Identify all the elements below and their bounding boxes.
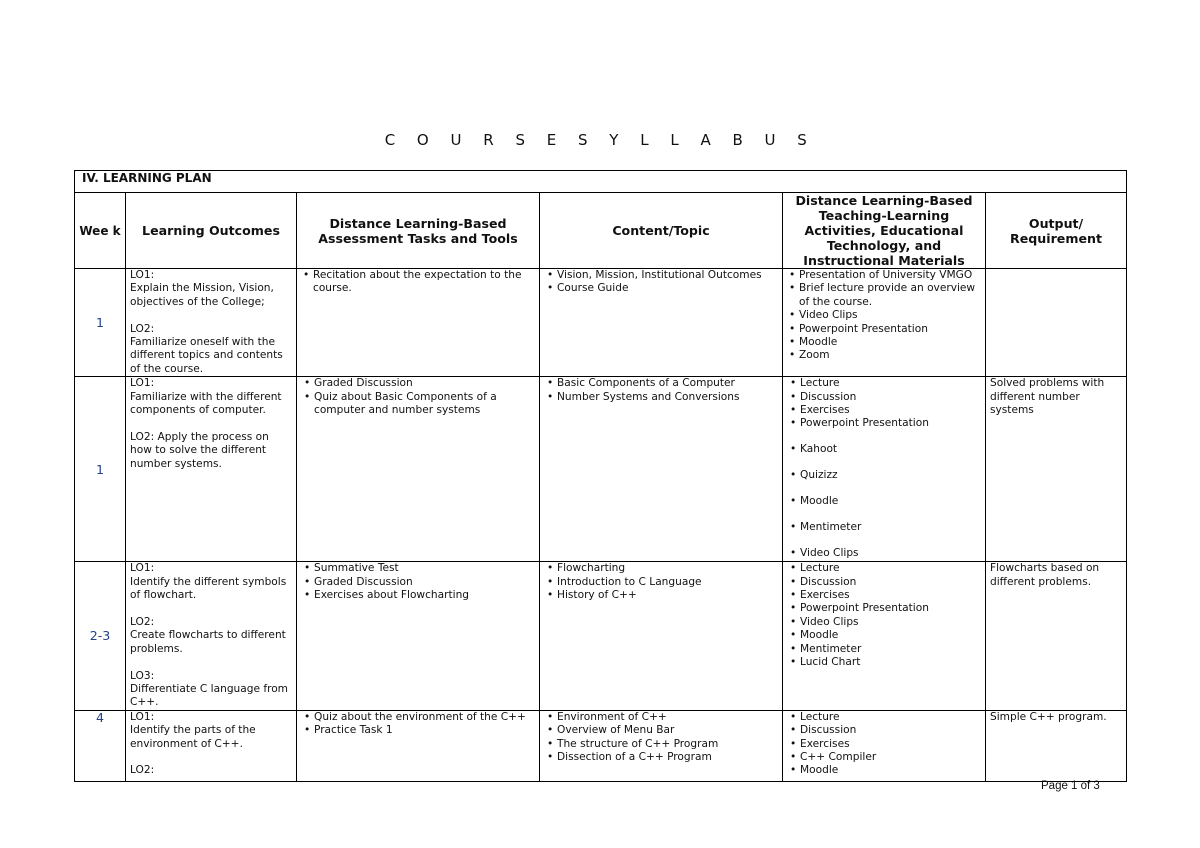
list-item: • Practice Task 1 — [301, 724, 535, 737]
list-item: • Quiz about Basic Components of a computer and number systems — [301, 391, 535, 418]
output-cell: Simple C++ program. — [986, 710, 1127, 781]
list-item: • Discussion — [787, 391, 981, 404]
list-item: • Lecture — [787, 711, 981, 724]
list-item: • Lucid Chart — [787, 656, 981, 669]
list-item: • The structure of C++ Program — [544, 738, 778, 751]
content-cell — [540, 377, 783, 562]
list-item: • Graded Discussion — [301, 377, 535, 390]
list-item: • Overview of Menu Bar — [544, 724, 778, 737]
list-item: • Dissection of a C++ Program — [544, 751, 778, 764]
list-item: • Moodle — [787, 629, 981, 642]
assessment-cell — [297, 562, 540, 710]
assessment-cell — [297, 710, 540, 781]
list-item: • Powerpoint Presentation — [787, 417, 981, 430]
list-item: • Number Systems and Conversions — [544, 391, 778, 404]
header-week: Wee k — [75, 193, 126, 269]
list-item: • Recitation about the expectation to the course. — [301, 269, 535, 296]
table-row — [75, 377, 1127, 562]
week-cell: 2-3 — [75, 562, 126, 710]
header-learning-outcomes: Learning Outcomes — [126, 193, 297, 269]
output-cell: Flowcharts based on different problems. — [986, 562, 1127, 710]
list-item: • Lecture — [787, 562, 981, 575]
table-row — [75, 710, 1127, 781]
outcomes-cell: LO1: Familiarize with the different components of computer. LO2: Apply the process on how to solve the different number systems. — [126, 377, 297, 562]
list-item: • History of C++ — [544, 589, 778, 602]
table-row — [75, 269, 1127, 377]
content-cell — [540, 710, 783, 781]
list-item: • Video Clips — [787, 616, 981, 629]
output-cell — [986, 269, 1127, 377]
section-heading: IV. LEARNING PLAN — [75, 171, 1127, 193]
table-header-row — [75, 193, 1127, 269]
list-item: • Introduction to C Language — [544, 576, 778, 589]
list-item: • Exercises — [787, 589, 981, 602]
list-item: • Kahoot — [787, 443, 981, 456]
output-cell: Solved problems with different number systems — [986, 377, 1127, 562]
list-item: • Discussion — [787, 576, 981, 589]
list-item: • Discussion — [787, 724, 981, 737]
header-output: Output/ Requirement — [986, 193, 1127, 269]
activities-cell — [783, 710, 986, 781]
table-row — [75, 562, 1127, 710]
activities-cell — [783, 562, 986, 710]
list-item: • Powerpoint Presentation — [787, 602, 981, 615]
content-cell — [540, 269, 783, 377]
week-cell: 1 — [75, 269, 126, 377]
activities-cell — [783, 269, 986, 377]
list-item: • Basic Components of a Computer — [544, 377, 778, 390]
outcomes-cell: LO1: Explain the Mission, Vision, objectives of the College; LO2: Familiarize oneself with the different topics and contents of the course. — [126, 269, 297, 377]
week-cell: 1 — [75, 377, 126, 562]
list-item: • Video Clips — [787, 309, 981, 322]
list-item: • Presentation of University VMGO — [787, 269, 981, 282]
list-item: • C++ Compiler — [787, 751, 981, 764]
list-item: • Moodle — [787, 495, 981, 508]
page-title: C O U R S E S Y L L A B U S — [384, 131, 816, 149]
outcomes-cell: LO1: Identify the different symbols of flowchart. LO2: Create flowcharts to different problems. LO3: Differentiate C language from C++. — [126, 562, 297, 710]
list-item: • Lecture — [787, 377, 981, 390]
list-item: • Exercises — [787, 738, 981, 751]
list-item: • Graded Discussion — [301, 576, 535, 589]
list-item: • Flowcharting — [544, 562, 778, 575]
list-item: • Exercises about Flowcharting — [301, 589, 535, 602]
assessment-cell — [297, 377, 540, 562]
list-item: • Vision, Mission, Institutional Outcomes — [544, 269, 778, 282]
week-cell: 4 — [75, 710, 126, 781]
list-item: • Quizizz — [787, 469, 981, 482]
list-item: • Mentimeter — [787, 643, 981, 656]
list-item: • Video Clips — [787, 547, 981, 560]
learning-plan-table — [74, 170, 1127, 782]
list-item: • Environment of C++ — [544, 711, 778, 724]
list-item: • Mentimeter — [787, 521, 981, 534]
list-item: • Moodle — [787, 764, 981, 777]
list-item: • Powerpoint Presentation — [787, 323, 981, 336]
assessment-cell — [297, 269, 540, 377]
list-item: • Summative Test — [301, 562, 535, 575]
list-item: • Zoom — [787, 349, 981, 362]
header-content-topic: Content/Topic — [540, 193, 783, 269]
list-item: • Brief lecture provide an overview of the course. — [787, 282, 981, 309]
activities-cell — [783, 377, 986, 562]
content-cell — [540, 562, 783, 710]
list-item: • Moodle — [787, 336, 981, 349]
list-item: • Course Guide — [544, 282, 778, 295]
list-item: • Exercises — [787, 404, 981, 417]
outcomes-cell: LO1: Identify the parts of the environment of C++. LO2: — [126, 710, 297, 781]
header-activities: Distance Learning-Based Teaching-Learning Activities, Educational Technology, and Instructional Materials — [783, 193, 986, 269]
page-number: Page 1 of 3 — [1041, 780, 1100, 792]
list-item: • Quiz about the environment of the C++ — [301, 711, 535, 724]
header-assessment: Distance Learning-Based Assessment Tasks and Tools — [297, 193, 540, 269]
